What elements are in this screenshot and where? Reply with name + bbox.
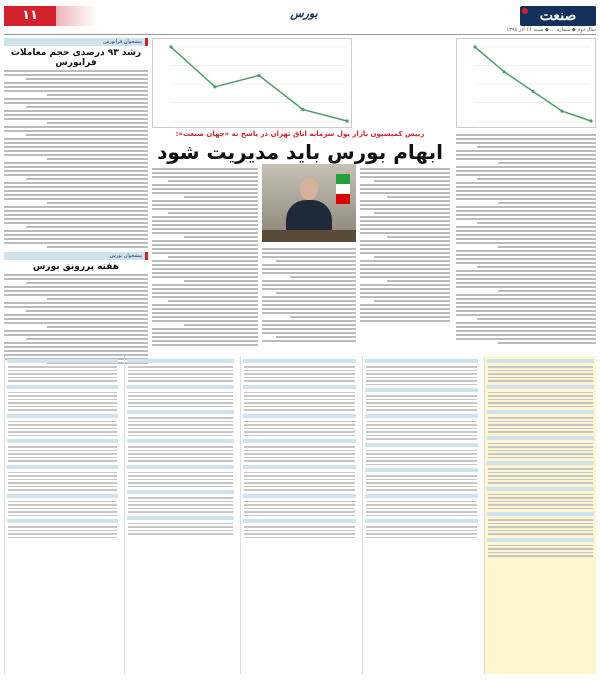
dateline: سال دوم ◆ شماره ... ◆ شنبه ۱۶ آذر ۱۳۹۸ (506, 27, 596, 33)
index-chart-right (456, 38, 596, 128)
person-head (300, 178, 318, 200)
column-tag: پیشخوان فرابورس (4, 38, 148, 46)
column-body-2 (4, 274, 148, 364)
data-point (345, 119, 348, 122)
data-point (213, 85, 216, 88)
page-number: ۱۱ (4, 6, 56, 26)
masthead (4, 6, 596, 26)
index-chart-middle (152, 38, 352, 128)
article-photo (262, 164, 356, 242)
data-point (589, 119, 592, 122)
logo-dot-icon (522, 8, 528, 14)
ads-column-4 (124, 356, 236, 674)
left-column (4, 38, 148, 366)
column-body (4, 70, 148, 248)
article-column-4 (262, 246, 356, 344)
page-number-decoration (56, 6, 96, 26)
flag-icon (336, 174, 350, 204)
ads-column-1 (484, 356, 596, 674)
ads-column-3 (240, 356, 358, 674)
classifieds-section (4, 356, 596, 674)
data-point (169, 45, 172, 48)
column-title-2[interactable]: هفته پررونق بورس (33, 262, 119, 272)
ads-column-2 (362, 356, 480, 674)
header-rule (4, 34, 596, 35)
desk (262, 230, 356, 242)
chart-right-svg (457, 39, 597, 129)
data-point (473, 45, 476, 48)
column-tag-2: پیشخوان بورس (4, 252, 148, 260)
logo[interactable]: صنعت (520, 6, 596, 26)
article-column-2 (360, 166, 450, 324)
article-kicker: رییس کمیسیون بازار پول سرمایه اتاق تهران در پاسخ به «جهان صنعت»: (175, 130, 425, 138)
article-headline[interactable]: ابهام بورس باید مدیریت شود (157, 140, 443, 164)
data-point (257, 74, 260, 77)
data-point (531, 90, 534, 93)
section-title: بورس (290, 7, 318, 20)
chart-middle-svg (153, 39, 353, 129)
data-point (560, 110, 563, 113)
data-point (301, 108, 304, 111)
column-title[interactable]: رشد ۹۳ درصدی حجم معاملات فرابورس (10, 48, 142, 68)
article-column-3 (152, 166, 258, 348)
article-column-1 (456, 132, 596, 346)
data-point (502, 70, 505, 73)
ads-column-5 (4, 356, 120, 674)
